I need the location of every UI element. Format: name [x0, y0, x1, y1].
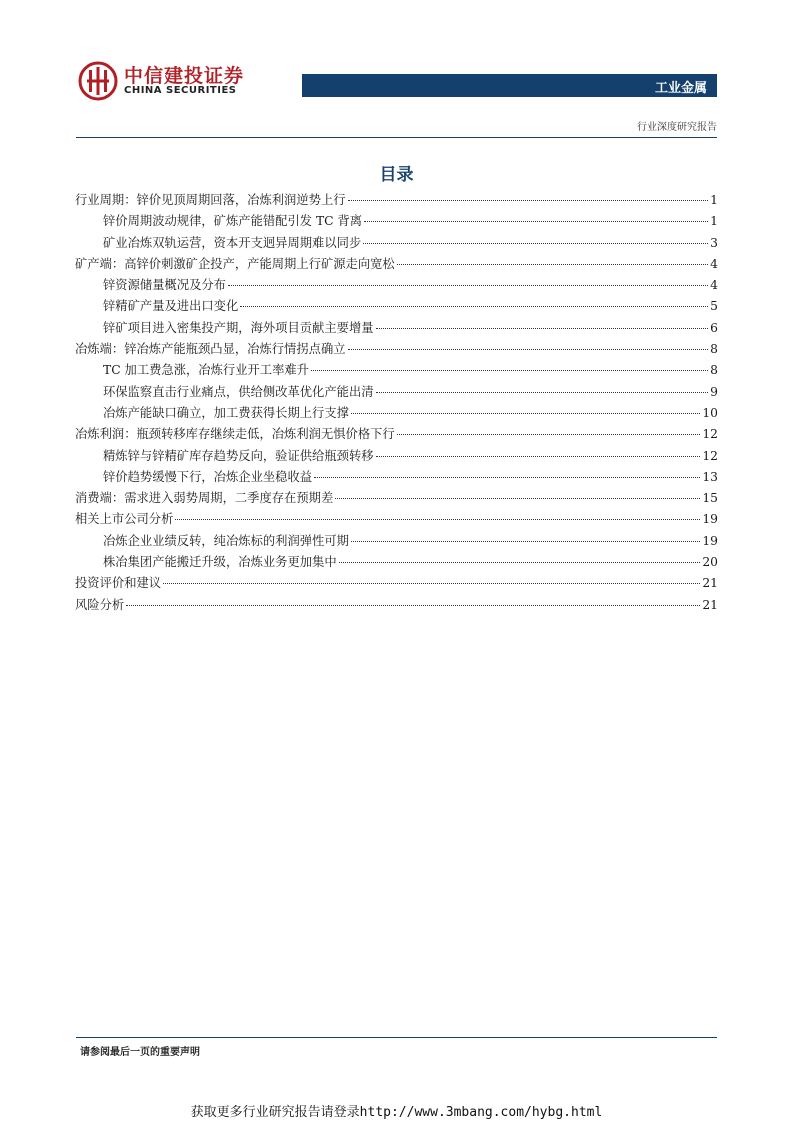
toc-entry[interactable]	[75, 531, 718, 552]
toc-entry-label: 风险分析	[75, 597, 125, 612]
toc-title: 目录	[379, 165, 414, 185]
toc-leader-dots	[348, 349, 709, 350]
toc-page-number: 19	[702, 533, 718, 548]
toc-entry-label: 锌矿项目进入密集投产期，海外项目贡献主要增量	[103, 320, 374, 335]
toc-entry[interactable]	[75, 552, 718, 573]
toc-page-number: 9	[710, 384, 718, 399]
company-logo	[78, 61, 278, 101]
toc-entry[interactable]	[75, 573, 718, 594]
toc-entry-label: 行业周期：锌价见顶周期回落，冶炼利润逆势上行	[75, 193, 346, 207]
toc-page-number: 1	[710, 214, 718, 229]
toc-leader-dots	[376, 392, 709, 393]
header-divider	[76, 137, 717, 138]
toc-page-number: 12	[702, 427, 718, 442]
toc-entry-label: 冶炼企业业绩反转，纯冶炼标的利润弹性可期	[103, 533, 349, 548]
toc-page-number: 21	[702, 597, 718, 612]
toc-entry[interactable]	[75, 360, 718, 381]
toc-leader-dots	[348, 200, 709, 201]
toc-entry-label: 投资评价和建议	[75, 576, 162, 591]
toc-entry-label: 冶炼端：锌冶炼产能瓶颈凸显，冶炼行情拐点确立	[75, 342, 346, 357]
toc-leader-dots	[364, 221, 708, 222]
toc-entry[interactable]	[75, 403, 718, 424]
toc-entry-label: 矿业冶炼双轨运营，资本开支迥异周期难以同步	[103, 235, 362, 250]
toc-page-number: 8	[710, 342, 718, 357]
toc-page-number: 4	[710, 278, 718, 293]
toc-page-number: 6	[710, 320, 718, 335]
toc-leader-dots	[126, 605, 700, 606]
toc-leader-dots	[351, 541, 700, 542]
toc-page-number: 8	[710, 363, 718, 378]
toc-leader-dots	[339, 562, 701, 563]
toc-leader-dots	[163, 583, 700, 584]
logo-chinese-name: 中信建投证券	[124, 65, 245, 87]
logo-english-name: CHINA SECURITIES	[124, 85, 237, 96]
toc-entry-label: 锌精矿产量及进出口变化	[103, 299, 239, 314]
toc-entry-label: 相关上市公司分析	[75, 512, 174, 527]
toc-leader-dots	[240, 306, 708, 307]
toc-page-number: 1	[710, 193, 718, 207]
toc-leader-dots	[363, 243, 708, 244]
toc-entry[interactable]	[75, 211, 718, 232]
toc-entry[interactable]	[75, 190, 718, 211]
toc-entry[interactable]	[75, 254, 718, 275]
toc-entry[interactable]	[75, 233, 718, 254]
toc-page-number: 5	[710, 299, 718, 314]
disclaimer-text: 请参阅最后一页的重要声明	[80, 1047, 200, 1058]
toc-entry[interactable]	[75, 446, 718, 467]
toc-page-number: 19	[702, 512, 718, 527]
toc-entry-label: 矿产端：高锌价刺激矿企投产，产能周期上行矿源走向宽松	[75, 256, 395, 271]
toc-page-number: 12	[702, 448, 718, 463]
toc-page-number: 3	[710, 235, 718, 250]
toc-entry-label: 株冶集团产能搬迁升级，冶炼业务更加集中	[103, 555, 337, 570]
toc-leader-dots	[397, 434, 701, 435]
toc-leader-dots	[314, 477, 700, 478]
toc-entry[interactable]	[75, 275, 718, 296]
toc-entry[interactable]	[75, 318, 718, 339]
toc-leader-dots	[351, 413, 700, 414]
report-type: 行业深度研究报告	[637, 122, 717, 133]
toc-entry[interactable]	[75, 339, 718, 360]
toc-leader-dots	[376, 456, 701, 457]
toc-leader-dots	[376, 328, 709, 329]
toc-entry[interactable]	[75, 424, 718, 445]
toc-entry[interactable]	[75, 595, 718, 616]
toc-entry-label: 锌价趋势缓慢下行，冶炼企业坐稳收益	[103, 469, 313, 484]
section-banner	[302, 74, 717, 97]
toc-entry[interactable]	[75, 296, 718, 317]
toc-page-number: 13	[702, 469, 718, 484]
toc-leader-dots	[175, 519, 700, 520]
toc-entry-label: 冶炼利润：瓶颈转移库存继续走低，冶炼利润无惧价格下行	[75, 427, 395, 442]
toc-leader-dots	[397, 264, 708, 265]
toc-entry-label: 冶炼产能缺口确立，加工费获得长期上行支撑	[103, 405, 349, 420]
section-label: 工业金属	[654, 81, 707, 96]
toc-entry[interactable]	[75, 467, 718, 488]
toc-entry-label: 消费端：需求进入弱势周期，二季度存在预期差	[75, 491, 334, 506]
promo-footer: 获取更多行业研究报告请登录http://www.3mbang.com/hybg.html	[190, 1105, 603, 1120]
toc-page-number: 4	[710, 256, 718, 271]
toc-entry[interactable]	[75, 488, 718, 509]
toc-page-number: 21	[702, 576, 718, 591]
toc-entry[interactable]	[75, 509, 718, 530]
toc-page-number: 20	[702, 555, 718, 570]
china-securities-logo-icon	[78, 61, 118, 101]
toc-entry-label: 精炼锌与锌精矿库存趋势反向，验证供给瓶颈转移	[103, 448, 374, 463]
table-of-contents	[75, 190, 718, 616]
toc-leader-dots	[228, 285, 708, 286]
toc-entry-label: 锌资源储量概况及分布	[103, 278, 226, 293]
toc-leader-dots	[335, 498, 700, 499]
toc-entry-label: 环保监察直击行业痛点，供给侧改革优化产能出清	[103, 384, 374, 399]
toc-entry-label: TC 加工费急涨，冶炼行业开工率难升	[103, 363, 309, 378]
footer-divider	[76, 1037, 717, 1038]
toc-entry-label: 锌价周期波动规律，矿炼产能错配引发 TC 背离	[103, 214, 363, 229]
toc-leader-dots	[311, 370, 708, 371]
toc-page-number: 15	[702, 491, 718, 506]
toc-entry[interactable]	[75, 382, 718, 403]
toc-page-number: 10	[702, 405, 718, 420]
